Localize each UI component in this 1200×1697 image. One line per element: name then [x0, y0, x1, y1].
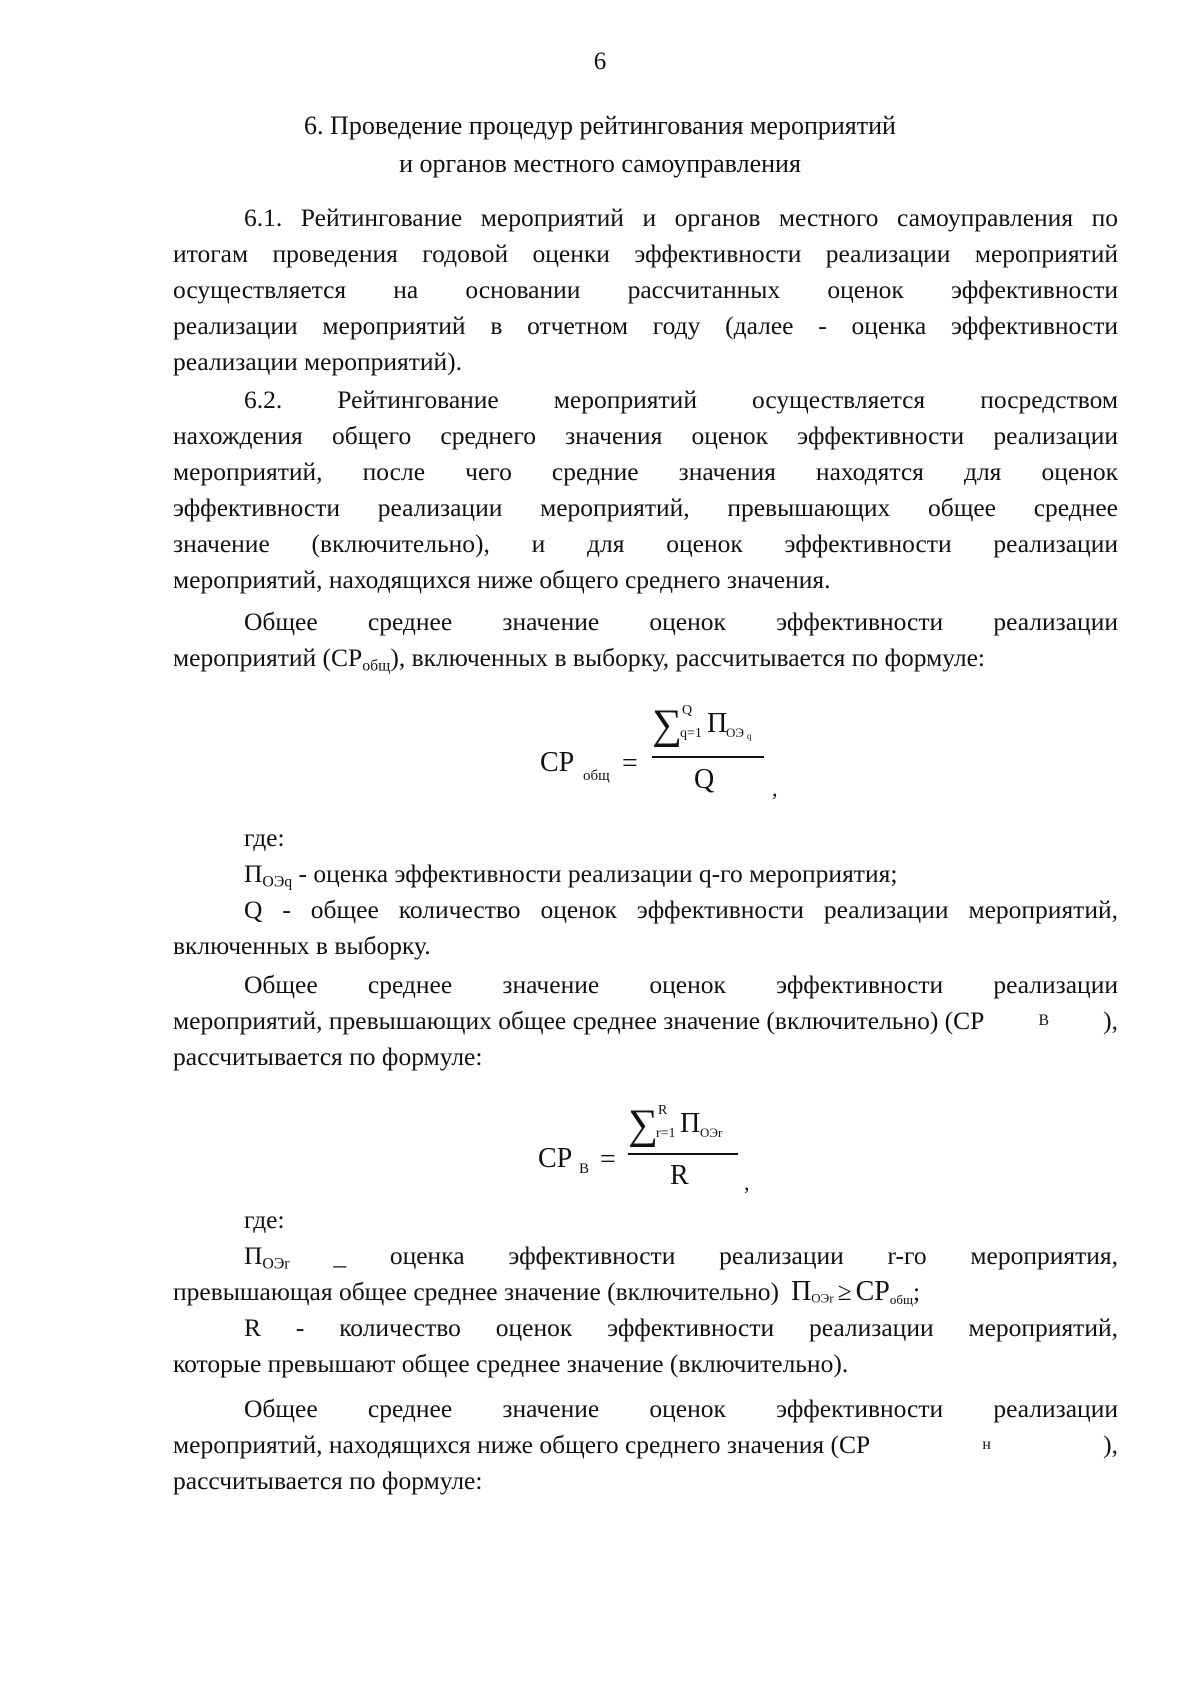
symbol-group [244, 1238, 290, 1274]
section-heading-line-2: и органов местного самоуправления [399, 149, 801, 178]
condition-rhs: CP [855, 1276, 890, 1307]
formula-term-subscript: ОЭr [700, 1125, 723, 1140]
paragraph-6-1 [173, 200, 1118, 380]
formula-comma: , [744, 1170, 750, 1195]
formula-lhs: CP [538, 1143, 573, 1174]
paragraph-line [173, 1003, 1118, 1039]
condition-rhs-subscript: общ [889, 1291, 913, 1307]
sum-upper-limit: Q [682, 703, 693, 718]
fraction-bar [652, 756, 764, 758]
formula-comma: , [772, 776, 778, 801]
paragraph-line: итогам проведения годовой оценки эффективности реализации мероприятий [173, 239, 1118, 268]
page-number: 6 [593, 48, 607, 75]
sum-lower-limit: r=1 [656, 1126, 676, 1141]
symbol: П [244, 859, 263, 888]
paragraph-line: значение (включительно), и для оценок эффективности реализации [173, 529, 1118, 558]
word: реализации [719, 1241, 844, 1270]
definition-R-line: которые превышают общее среднее значение (включительно). [173, 1349, 849, 1378]
definitions-2 [173, 1202, 1118, 1382]
paragraph-line: реализации мероприятий). [173, 347, 463, 376]
definition-Q-line: Q - общее количество оценок эффективности реализации мероприятий, [244, 895, 1118, 924]
formula-term-subsubscript: q [747, 731, 752, 741]
condition-end: ; [912, 1277, 921, 1306]
where-label: где: [244, 1205, 285, 1234]
word: оценка [389, 1241, 465, 1270]
paragraph-line: Общее среднее значение оценок эффективности реализации [244, 607, 1118, 636]
formula-cp-upper [538, 1102, 778, 1210]
section-heading-line-1: 6. Проведение процедур рейтингования мероприятий [304, 111, 896, 140]
text-fragment: ), [1103, 1006, 1118, 1035]
text-fragment: ), включенных в выборку, рассчитывается по формуле: [390, 643, 986, 672]
definition-Q-line: включенных в выборку. [173, 931, 431, 960]
definition-r-line-2 [173, 1274, 1118, 1310]
paragraph-lower-average [173, 1391, 1118, 1499]
paragraph-line: рассчитывается по формуле: [173, 1466, 483, 1495]
text-fragment: ), [1103, 1430, 1118, 1459]
condition-term: П [791, 1276, 812, 1307]
subscript: ОЭq [262, 873, 293, 891]
formula-cp-total [540, 700, 780, 820]
formula-denominator: Q [694, 764, 715, 795]
paragraph-line: Общее среднее значение оценок эффективности реализации [244, 970, 1118, 999]
formula-lhs-subscript: B [579, 1161, 590, 1177]
paragraph-line: 6.2. Рейтингование мероприятий осуществляется посредством [244, 385, 1118, 414]
dash: _ [333, 1241, 347, 1270]
condition-operator: ≥ [837, 1277, 852, 1306]
sum-symbol: ∑ [652, 702, 682, 748]
formula-equals: = [600, 1144, 616, 1175]
sum-symbol: ∑ [628, 1102, 658, 1148]
symbol: П [244, 1241, 263, 1270]
definition-R-line: R - количество оценок эффективности реализации мероприятий, [244, 1313, 1118, 1342]
subscript: н [982, 1436, 991, 1453]
text-fragment: мероприятий, превышающих общее среднее значение (включительно) (СР [173, 1006, 985, 1035]
paragraph-line: нахождения общего среднего значения оценок эффективности реализации [173, 421, 1118, 450]
paragraph-line [173, 640, 1118, 676]
subscript: общ [362, 657, 391, 675]
formula-denominator: R [670, 1160, 689, 1191]
subscript: ОЭr [262, 1255, 290, 1273]
text-fragment: - оценка эффективности реализации q-го мероприятия; [292, 859, 898, 888]
paragraph-line: 6.1. Рейтингование мероприятий и органов местного самоуправления по [244, 203, 1118, 232]
text-fragment: мероприятий, находящихся ниже общего среднего значения (СР [173, 1430, 871, 1459]
word: эффективности [508, 1241, 676, 1270]
paragraph-line: мероприятий, находящихся ниже общего среднего значения. [173, 565, 831, 594]
paragraph-line: рассчитывается по формуле: [173, 1042, 483, 1071]
paragraph-line: эффективности реализации мероприятий, превышающих общее среднее [173, 493, 1118, 522]
word: мероприятия, [970, 1241, 1118, 1270]
formula-term: П [707, 708, 728, 739]
paragraph-line: осуществляется на основании рассчитанных оценок эффективности [173, 275, 1118, 304]
paragraph-line: Общее среднее значение оценок эффективности реализации [244, 1394, 1118, 1423]
condition-term-subscript: ОЭr [811, 1290, 834, 1306]
formula-term-subscript: ОЭ [726, 725, 744, 740]
paragraph-line: мероприятий, после чего средние значения находятся для оценок [173, 457, 1118, 486]
subscript: В [1038, 1012, 1050, 1029]
formula-lhs-subscript: общ [583, 768, 610, 784]
definition-q [173, 856, 1118, 892]
where-label: где: [244, 823, 285, 852]
paragraph-upper-average [173, 967, 1118, 1075]
definitions-1 [173, 820, 1118, 964]
sum-lower-limit: q=1 [680, 726, 702, 741]
fraction-bar [628, 1153, 738, 1155]
sum-upper-limit: R [658, 1103, 668, 1118]
formula-equals: = [622, 748, 638, 779]
text-fragment: мероприятий (СР [173, 643, 363, 672]
paragraph-line: реализации мероприятий в отчетном году (далее - оценка эффективности [173, 311, 1118, 340]
paragraph-total-average [173, 604, 1118, 676]
formula-lhs: CP [540, 747, 575, 778]
formula-term: П [680, 1108, 701, 1139]
word: r-го [887, 1241, 927, 1270]
paragraph-line [173, 1427, 1118, 1463]
paragraph-6-2 [173, 382, 1118, 598]
text-fragment: превышающая общее среднее значение (включительно) [173, 1277, 780, 1306]
definition-r-line-1 [173, 1238, 1118, 1274]
